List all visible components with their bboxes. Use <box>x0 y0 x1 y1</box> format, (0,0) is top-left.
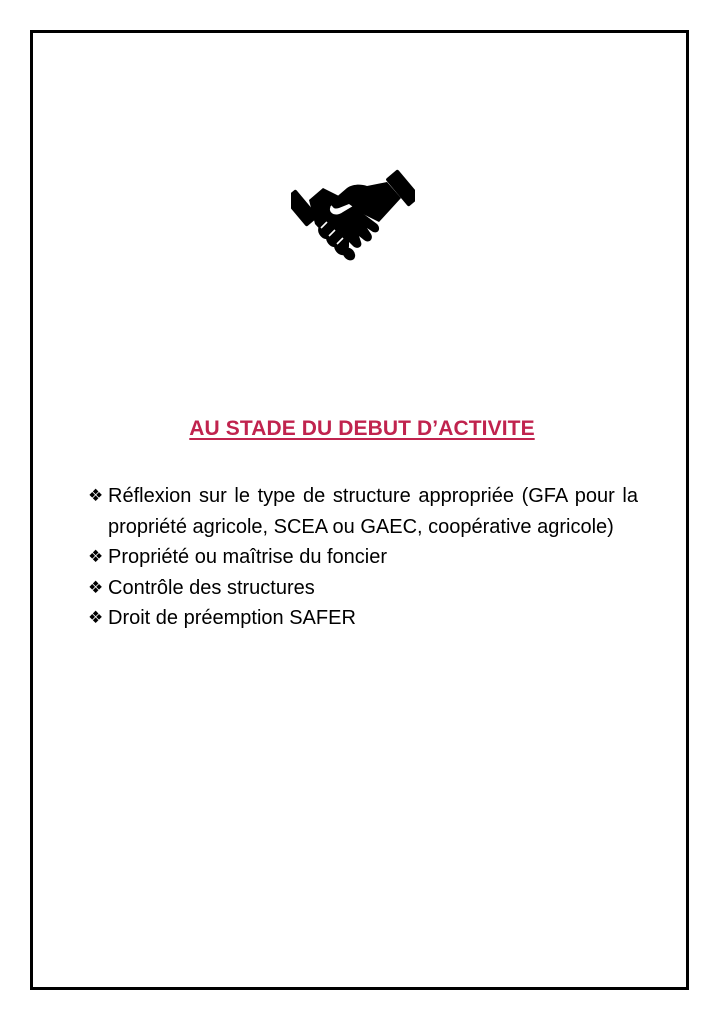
list-item-text: Propriété ou maîtrise du foncier <box>108 546 388 568</box>
list-item-text: Droit de préemption SAFER <box>108 607 356 629</box>
list-item <box>88 542 638 573</box>
list-item <box>88 603 638 634</box>
list-item-text: Réflexion sur le type de structure appropriée (GFA pour la propriété agricole, SCEA ou GAEC, coopérative agricole) <box>108 485 638 538</box>
handshake-icon <box>291 166 415 262</box>
section-title: AU STADE DU DEBUT D’ACTIVITE <box>189 417 535 440</box>
bullet-list <box>88 481 638 634</box>
list-item <box>88 481 638 542</box>
diamond-bullet-icon: ❖ <box>88 577 104 598</box>
diamond-bullet-icon: ❖ <box>88 486 104 506</box>
list-item-text: Contrôle des structures <box>108 576 315 599</box>
diamond-bullet-icon: ❖ <box>88 547 104 567</box>
list-item <box>88 573 638 604</box>
diamond-bullet-icon: ❖ <box>88 608 104 628</box>
